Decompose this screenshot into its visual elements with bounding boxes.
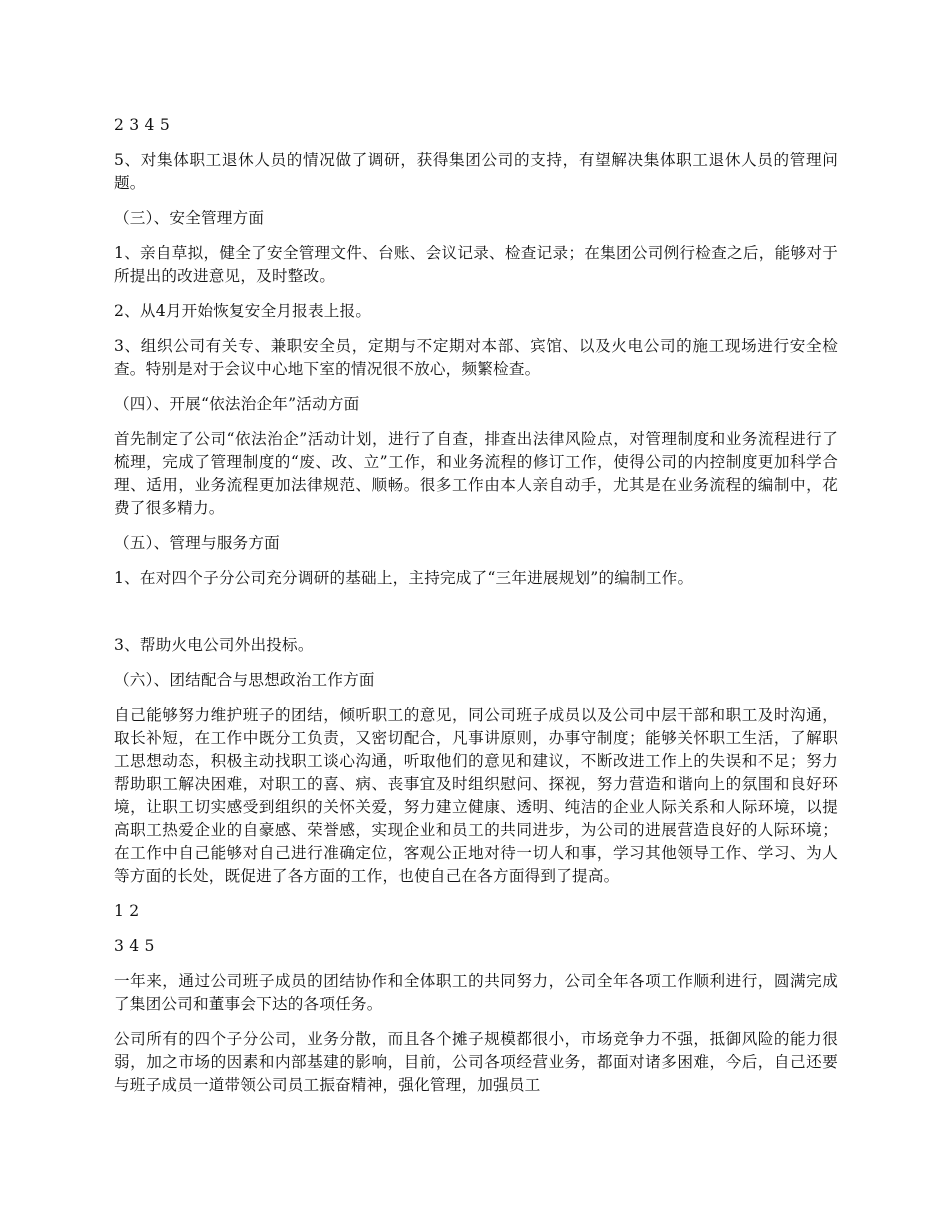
paragraph-safety-inspection: 3、组织公司有关专、兼职安全员，定期与不定期对本部、宾馆、以及火电公司的施工现场进行安全检查。特别是对于会议中心地下室的情况很不放心，频繁检查。 xyxy=(114,337,838,378)
paragraph-unity: 自己能够努力维护班子的团结，倾听职工的意见，同公司班子成员以及公司中层干部和职工及时沟通，取长补短，在工作中既分工负责，又密切配合，凡事讲原则，办事守制度；能够关怀职工生活，了解职工思想动态，积极主动找职工谈心沟通，听取他们的意见和建议，不断改进工作上的失误和不足；努力帮助职工解决困难，对职工的喜、病、丧事宜及时组织慰问、探视，努力营造和谐向上的氛围和良好环境，让职工切实感受到组织的关怀关爱，努力建立健康、透明、纯洁的企业人际关系和人际环境，以提高职工热爱企业的自豪感、荣誉感，实现企业和员工的共同进步，为公司的进展营造良好的人际环境；在工作中自己能够对自己进行准确定位，客观公正地对待一切人和事，学习其他领导工作、学习、为人等方面的长处，既促进了各方面的工作，也使自己在各方面得到了提高。 xyxy=(114,706,838,885)
page-number-list: 2 3 4 5 xyxy=(114,116,170,134)
page-number-list: 3 4 5 xyxy=(114,937,155,955)
document-page xyxy=(114,114,838,1109)
paragraph-safety-report: 2、从4月开始恢复安全月报表上报。 xyxy=(114,302,372,320)
paragraph-rule-of-law: 首先制定了公司“依法治企”活动计划，进行了自查，排查出法律风险点，对管理制度和业务流程进行了梳理，完成了管理制度的“废、改、立”工作，和业务流程的修订工作，使得公司的内控制度更加科学合理、适用，业务流程更加法律规范、顺畅。很多工作由本人亲自动手，尤其是在业务流程的编制中，花费了很多精力。 xyxy=(114,430,838,517)
paragraph-retiree-survey: 5、对集体职工退休人员的情况做了调研，获得集团公司的支持，有望解决集体职工退休人员的管理问题。 xyxy=(114,151,838,192)
section-heading-management-service: （五）、管理与服务方面 xyxy=(114,534,280,552)
paragraph-bidding-help: 3、帮助火电公司外出投标。 xyxy=(114,636,314,654)
paragraph-future-work: 公司所有的四个子分公司，业务分散，而且各个摊子规模都很小，市场竞争力不强，抵御风险的能力很弱，加之市场的因素和内部基建的影响，目前，公司各项经营业务，都面对诸多困难，今后，自己还要与班子成员一道带领公司员工振奋精神，强化管理，加强员工 xyxy=(114,1030,838,1094)
section-heading-unity: （六）、团结配合与思想政治工作方面 xyxy=(114,671,375,689)
page-number-list: 1 2 xyxy=(114,902,140,920)
paragraph-year-summary: 一年来，通过公司班子成员的团结协作和全体职工的共同努力，公司全年各项工作顺利进行，圆满完成了集团公司和董事会下达的各项任务。 xyxy=(114,972,838,1013)
paragraph-three-year-plan: 1、在对四个子分公司充分调研的基础上，主持完成了“三年进展规划”的编制工作。 xyxy=(114,569,694,587)
blank-gap xyxy=(114,602,838,634)
paragraph-safety-documents: 1、亲自草拟，健全了安全管理文件、台账、会议记录、检查记录；在集团公司例行检查之后，能够对于所提出的改进意见，及时整改。 xyxy=(114,244,838,285)
section-heading-safety: （三）、安全管理方面 xyxy=(114,209,265,227)
section-heading-rule-of-law: （四）、开展“依法治企年”活动方面 xyxy=(114,395,360,413)
